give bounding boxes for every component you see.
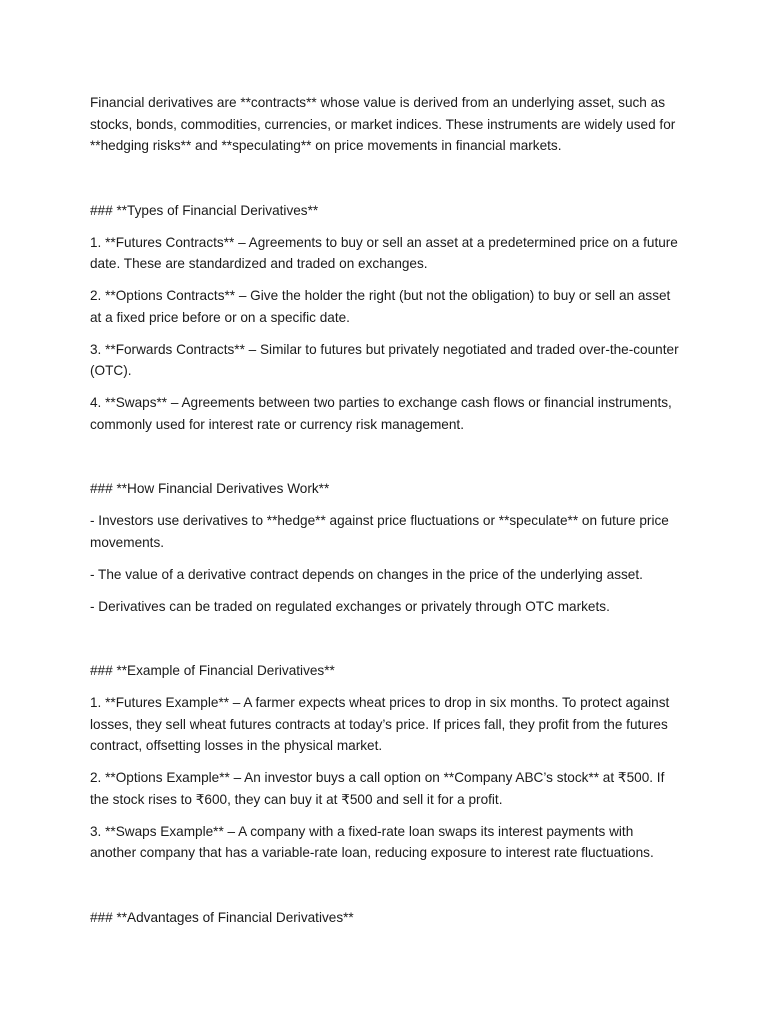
section-heading-how-it-works: ### **How Financial Derivatives Work** bbox=[90, 481, 330, 496]
list-item-forwards-contracts: 3. **Forwards Contracts** – Similar to futures but privately negotiated and traded over-the-counter (OTC). bbox=[90, 341, 679, 378]
list-item-value-depends: - The value of a derivative contract depends on changes in the price of the underlying asset. bbox=[90, 566, 643, 582]
list-item-traded-venues: - Derivatives can be traded on regulated exchanges or privately through OTC markets. bbox=[90, 598, 610, 614]
list-item-swaps-example: 3. **Swaps Example** – A company with a fixed-rate loan swaps its interest payments with another company that has a variable-rate loan, reducing exposure to interest rate fluctuations. bbox=[90, 823, 654, 860]
section-heading-types: ### **Types of Financial Derivatives** bbox=[90, 202, 319, 218]
list-item-options-example: 2. **Options Example** – An investor buys a call option on **Company ABC’s stock** at ₹500. If the stock rises to ₹600, they can buy it at ₹500 and sell it for a profit. bbox=[90, 770, 665, 807]
list-item-swaps: 4. **Swaps** – Agreements between two parties to exchange cash flows or financial instruments, commonly used for interest rate or currency risk management. bbox=[90, 395, 672, 432]
list-item-hedge-speculate: - Investors use derivatives to **hedge** against price fluctuations or **speculate** on future price movements. bbox=[90, 513, 669, 550]
section-heading-examples: ### **Example of Financial Derivatives** bbox=[90, 663, 335, 678]
intro-paragraph: Financial derivatives are **contracts** whose value is derived from an underlying asset, such as stocks, bonds, commodities, currencies, or market indices. These instruments are widely used for **hedging risks** and **speculating** on price movements in financial markets. bbox=[90, 95, 676, 153]
document-body bbox=[90, 92, 680, 939]
list-item-futures-contracts: 1. **Futures Contracts** – Agreements to buy or sell an asset at a predetermined price on a future date. These are standardized and traded on exchanges. bbox=[90, 234, 678, 271]
list-item-futures-example: 1. **Futures Example** – A farmer expects wheat prices to drop in six months. To protect against losses, they sell wheat futures contracts at today’s price. If prices fall, they profit from the futures contract, offsetting losses in the physical market. bbox=[90, 695, 670, 753]
section-heading-advantages: ### **Advantages of Financial Derivatives** bbox=[90, 909, 354, 925]
list-item-options-contracts: 2. **Options Contracts** – Give the holder the right (but not the obligation) to buy or sell an asset at a fixed price before or on a specific date. bbox=[90, 288, 671, 325]
